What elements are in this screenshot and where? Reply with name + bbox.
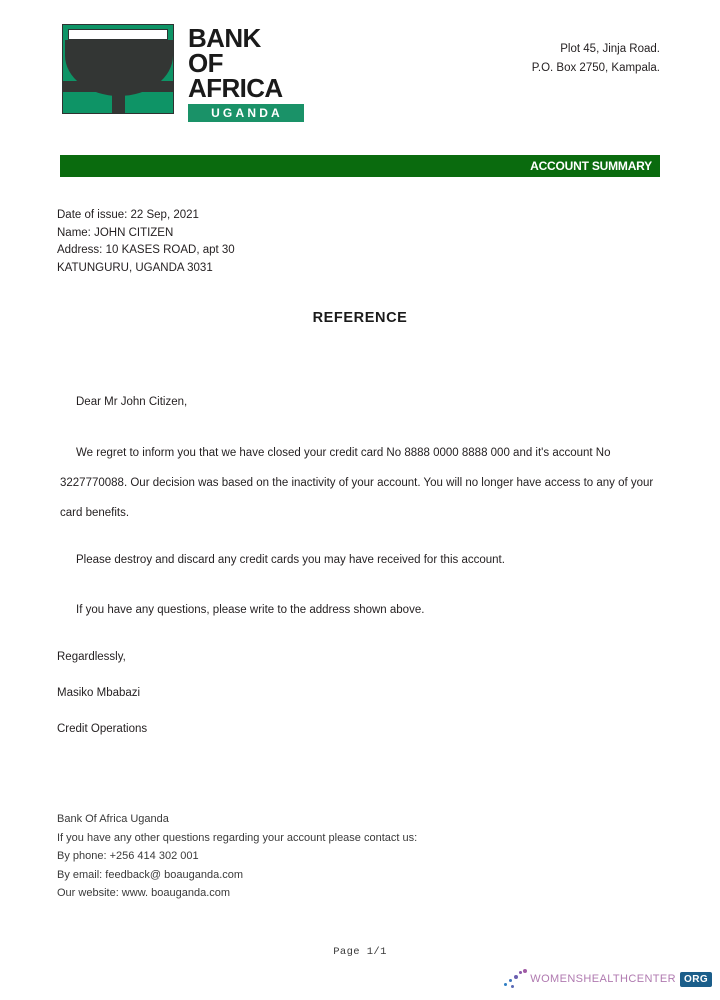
logo-word-of: OF <box>188 48 223 78</box>
signature-block <box>57 650 147 736</box>
footer-website: Our website: www. boauganda.com <box>57 887 231 899</box>
date-of-issue: Date of issue: 22 Sep, 2021 <box>57 209 199 221</box>
watermark <box>504 966 712 992</box>
bank-address-line-1: Plot 45, Jinja Road. <box>560 43 660 55</box>
letter-body <box>60 393 662 619</box>
footer-contact-intro: If you have any other questions regarding your account please contact us: <box>57 831 418 844</box>
page-number: Page 1/1 <box>333 946 387 958</box>
bank-address-block <box>532 40 660 78</box>
watermark-dots-icon <box>504 969 528 989</box>
letter-salutation: Dear Mr John Citizen, <box>76 396 188 408</box>
letter-header <box>0 18 720 128</box>
customer-name: Name: JOHN CITIZEN <box>57 226 174 239</box>
customer-address-line-1: Address: 10 KASES ROAD, apt 30 <box>57 244 235 256</box>
logo-stem-shape <box>112 29 125 114</box>
footer-contact-block <box>57 810 417 903</box>
signature-department: Credit Operations <box>57 723 148 735</box>
letter-paragraph-3: If you have any questions, please write to the address shown above. <box>76 604 425 616</box>
signature-closing: Regardlessly, <box>57 651 126 663</box>
letter-paragraph-1: We regret to inform you that we have closed your credit card No 8888 0000 8888 000 and it's account No 3227770088. Our decision was based on the inactivity of your account. You will no longer have access to any of your card benefits. <box>60 447 654 519</box>
customer-address-line-2: KATUNGURU, UGANDA 3031 <box>57 261 213 274</box>
letter-paragraph-2: Please destroy and discard any credit cards you may have received for this account. <box>76 554 505 566</box>
footer-email: By email: feedback@ boauganda.com <box>57 868 244 881</box>
logo-word-bank: BANK <box>188 23 261 53</box>
logo-emblem-icon <box>62 24 174 114</box>
bank-of-africa-logo <box>62 24 304 122</box>
logo-country-band: UGANDA <box>188 104 304 122</box>
signature-name: Masiko Mbabazi <box>57 687 141 699</box>
logo-top-strip-shape <box>68 29 168 40</box>
watermark-text: WOMENSHEALTHCENTER <box>530 973 677 985</box>
account-summary-banner <box>60 155 660 177</box>
footer-phone: By phone: +256 414 302 001 <box>57 850 199 862</box>
logo-wordmark <box>188 23 304 122</box>
account-summary-banner-label: ACCOUNT SUMMARY <box>530 159 652 173</box>
logo-word-africa: AFRICA <box>188 73 283 103</box>
bank-address-line-2: P.O. Box 2750, Kampala. <box>531 62 660 74</box>
customer-details-block <box>57 207 235 277</box>
footer-org-name: Bank Of Africa Uganda <box>57 813 169 825</box>
reference-title: REFERENCE <box>312 310 408 326</box>
watermark-org-badge: ORG <box>680 972 712 987</box>
